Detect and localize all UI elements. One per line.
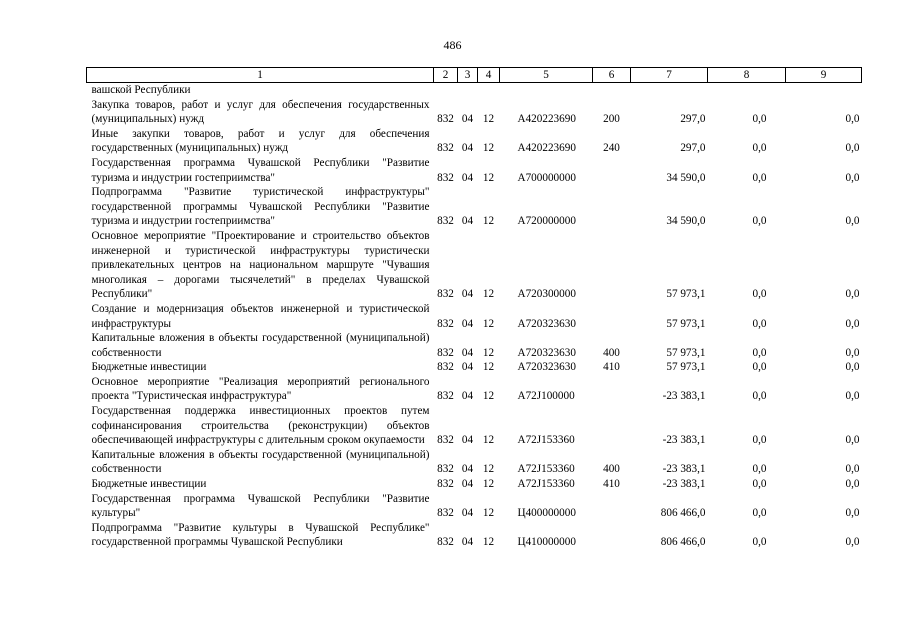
- row-target-article-code: A720300000: [517, 288, 576, 301]
- row-subsection-code: [478, 83, 500, 98]
- column-header: 5: [500, 68, 593, 83]
- row-expense-type-code: 410: [603, 361, 620, 374]
- column-header: 9: [786, 68, 862, 83]
- row-amount-col9: 0,0: [845, 346, 860, 359]
- row-amount: 57 973,1: [666, 288, 706, 301]
- row-amount-col8: 0,0: [752, 317, 767, 330]
- row-expense-type-code: [593, 185, 631, 229]
- row-amount-col8: 0,0: [752, 288, 767, 301]
- row-amount: 57 973,1: [666, 361, 706, 374]
- row-expense-type-code: [593, 156, 631, 185]
- row-subsection-code: 12: [482, 390, 495, 403]
- row-ministry-code: 832: [437, 113, 454, 126]
- row-amount: -23 383,1: [662, 434, 706, 447]
- table-row: [87, 302, 862, 331]
- row-section-code: 04: [461, 215, 474, 228]
- table-row: [87, 127, 862, 156]
- row-amount: [631, 83, 708, 98]
- row-amount-col9: 0,0: [845, 113, 860, 126]
- column-header: 4: [478, 68, 500, 83]
- row-name: Государственная программа Чувашской Республики "Развитие туризма и индустрии гостеприимства": [91, 156, 430, 184]
- row-amount-col9: 0,0: [845, 507, 860, 520]
- row-name: Бюджетные инвестиции: [91, 478, 207, 491]
- table-row: [87, 477, 862, 492]
- row-ministry-code: 832: [437, 463, 454, 476]
- row-amount: 297,0: [680, 113, 706, 126]
- table-row: [87, 229, 862, 302]
- row-section-code: 04: [461, 478, 474, 491]
- row-amount-col9: 0,0: [845, 390, 860, 403]
- row-name: Иные закупки товаров, работ и услуг для обеспечения государственных (муниципальных) нужд: [91, 127, 430, 155]
- row-ministry-code: 832: [437, 361, 454, 374]
- row-amount-col9: 0,0: [845, 142, 860, 155]
- row-target-article-code: A720000000: [517, 215, 576, 228]
- row-section-code: 04: [461, 317, 474, 330]
- row-target-article-code: [500, 83, 593, 98]
- row-amount: 806 466,0: [660, 507, 706, 520]
- row-section-code: 04: [461, 142, 474, 155]
- row-ministry-code: 832: [437, 215, 454, 228]
- row-name: Государственная программа Чувашской Республики "Развитие культуры": [91, 492, 430, 520]
- row-section-code: 04: [461, 346, 474, 359]
- table-row: [87, 492, 862, 521]
- table-row: [87, 404, 862, 448]
- row-section-code: 04: [461, 361, 474, 374]
- row-subsection-code: 12: [482, 463, 495, 476]
- row-amount: 297,0: [680, 142, 706, 155]
- row-ministry-code: 832: [437, 317, 454, 330]
- row-name: Подпрограмма "Развитие туристической инфраструктуры" государственной программы Чувашской Республики "Развитие туризма и индустрии гостеприимства": [91, 186, 430, 228]
- row-target-article-code: A72J153360: [517, 478, 575, 491]
- row-expense-type-code: 410: [603, 478, 620, 491]
- row-expense-type-code: 400: [603, 463, 620, 476]
- row-amount-col8: 0,0: [752, 434, 767, 447]
- row-amount-col8: [708, 83, 786, 98]
- row-expense-type-code: [593, 229, 631, 302]
- table-row: [87, 360, 862, 375]
- column-header: 1: [87, 68, 434, 83]
- row-amount: 34 590,0: [666, 171, 706, 184]
- row-subsection-code: 12: [482, 434, 495, 447]
- row-ministry-code: 832: [437, 478, 454, 491]
- row-ministry-code: 832: [437, 507, 454, 520]
- row-amount-col9: 0,0: [845, 463, 860, 476]
- row-amount-col9: 0,0: [845, 317, 860, 330]
- row-ministry-code: [434, 83, 458, 98]
- row-amount: 806 466,0: [660, 536, 706, 549]
- page-number: 486: [443, 38, 462, 52]
- budget-table: [86, 67, 862, 550]
- table-row: [87, 521, 862, 550]
- table-row: [87, 448, 862, 477]
- row-target-article-code: A700000000: [517, 171, 576, 184]
- row-amount-col9: 0,0: [845, 171, 860, 184]
- row-subsection-code: 12: [482, 142, 495, 155]
- row-amount-col8: 0,0: [752, 215, 767, 228]
- row-expense-type-code: 400: [603, 346, 620, 359]
- row-subsection-code: 12: [482, 346, 495, 359]
- row-amount-col8: 0,0: [752, 463, 767, 476]
- row-section-code: 04: [461, 288, 474, 301]
- row-subsection-code: 12: [482, 171, 495, 184]
- row-amount-col8: 0,0: [752, 478, 767, 491]
- row-target-article-code: A72J153360: [517, 434, 575, 447]
- row-amount: 57 973,1: [666, 346, 706, 359]
- row-subsection-code: 12: [482, 507, 495, 520]
- row-subsection-code: 12: [482, 478, 495, 491]
- row-section-code: [458, 83, 478, 98]
- table-body: [87, 83, 862, 551]
- row-name: Основное мероприятие "Реализация мероприятий регионального проекта "Туристическая инфраструктура": [91, 375, 430, 403]
- row-expense-type-code: [593, 521, 631, 550]
- column-header: 2: [434, 68, 458, 83]
- row-name: Бюджетные инвестиции: [91, 361, 207, 374]
- row-amount: 34 590,0: [666, 215, 706, 228]
- row-amount-col9: 0,0: [845, 434, 860, 447]
- row-ministry-code: 832: [437, 142, 454, 155]
- row-amount-col9: 0,0: [845, 288, 860, 301]
- row-amount-col8: 0,0: [752, 361, 767, 374]
- row-section-code: 04: [461, 507, 474, 520]
- row-section-code: 04: [461, 434, 474, 447]
- row-target-article-code: A720323630: [517, 361, 576, 374]
- row-expense-type-code: 200: [603, 113, 620, 126]
- row-name: Закупка товаров, работ и услуг для обеспечения государственных (муниципальных) нужд: [91, 98, 430, 126]
- row-subsection-code: 12: [482, 317, 495, 330]
- row-target-article-code: A420223690: [517, 113, 576, 126]
- table-row: [87, 98, 862, 127]
- row-expense-type-code: [593, 83, 631, 98]
- row-target-article-code: A720323630: [517, 346, 576, 359]
- table-row: [87, 331, 862, 360]
- row-amount-col9: 0,0: [845, 215, 860, 228]
- column-header: 3: [458, 68, 478, 83]
- row-subsection-code: 12: [482, 113, 495, 126]
- row-expense-type-code: [593, 375, 631, 404]
- row-amount: 57 973,1: [666, 317, 706, 330]
- row-target-article-code: Ц400000000: [517, 507, 576, 520]
- row-subsection-code: 12: [482, 215, 495, 228]
- row-target-article-code: Ц410000000: [517, 536, 576, 549]
- row-amount-col8: 0,0: [752, 142, 767, 155]
- row-expense-type-code: [593, 404, 631, 448]
- table-row: [87, 83, 862, 98]
- row-name: Основное мероприятие "Проектирование и строительство объектов инженерной и туристической инфраструктуры туристически привлекательных центров на национальном маршруте "Чувашия многоликая – дорогами тысячелетий" в пределах Чувашской Республики": [91, 229, 430, 301]
- row-name: вашской Республики: [91, 84, 191, 96]
- row-amount: -23 383,1: [662, 390, 706, 403]
- row-section-code: 04: [461, 463, 474, 476]
- row-amount-col8: 0,0: [752, 390, 767, 403]
- column-header: 8: [708, 68, 786, 83]
- row-amount-col8: 0,0: [752, 507, 767, 520]
- row-amount-col9: [786, 83, 862, 98]
- row-target-article-code: A720323630: [517, 317, 576, 330]
- row-name: Капитальные вложения в объекты государственной (муниципальной) собственности: [91, 448, 430, 476]
- table-header: [87, 68, 862, 83]
- row-ministry-code: 832: [437, 390, 454, 403]
- row-expense-type-code: [593, 492, 631, 521]
- row-amount-col8: 0,0: [752, 171, 767, 184]
- row-target-article-code: A420223690: [517, 142, 576, 155]
- header-row: [87, 68, 862, 83]
- row-ministry-code: 832: [437, 288, 454, 301]
- row-name: Капитальные вложения в объекты государственной (муниципальной) собственности: [91, 332, 430, 359]
- row-section-code: 04: [461, 536, 474, 549]
- row-ministry-code: 832: [437, 434, 454, 447]
- row-expense-type-code: 240: [603, 142, 620, 155]
- row-amount: -23 383,1: [662, 478, 706, 491]
- row-subsection-code: 12: [482, 536, 495, 549]
- row-subsection-code: 12: [482, 361, 495, 374]
- row-amount: -23 383,1: [662, 463, 706, 476]
- table-row: [87, 375, 862, 404]
- row-ministry-code: 832: [437, 171, 454, 184]
- row-name: Создание и модернизация объектов инженерной и туристической инфраструктуры: [91, 302, 430, 330]
- row-amount-col9: 0,0: [845, 478, 860, 491]
- row-name: Государственная поддержка инвестиционных проектов путем софинансирования строительства (реконструкции) объектов обеспечивающей инфраструктуры с длительным сроком окупаемости: [91, 405, 430, 447]
- row-ministry-code: 832: [437, 346, 454, 359]
- row-amount-col8: 0,0: [752, 536, 767, 549]
- row-amount-col8: 0,0: [752, 346, 767, 359]
- row-amount-col8: 0,0: [752, 113, 767, 126]
- row-name: Подпрограмма "Развитие культуры в Чувашской Республике" государственной программы Чувашской Республики: [91, 521, 430, 549]
- row-subsection-code: 12: [482, 288, 495, 301]
- row-amount-col9: 0,0: [845, 361, 860, 374]
- column-header: 7: [631, 68, 708, 83]
- row-section-code: 04: [461, 113, 474, 126]
- table-row: [87, 156, 862, 185]
- table-row: [87, 185, 862, 229]
- row-target-article-code: A72J153360: [517, 463, 575, 476]
- row-ministry-code: 832: [437, 536, 454, 549]
- row-expense-type-code: [593, 302, 631, 331]
- column-header: 6: [593, 68, 631, 83]
- row-target-article-code: A72J100000: [517, 390, 575, 403]
- row-section-code: 04: [461, 390, 474, 403]
- row-amount-col9: 0,0: [845, 536, 860, 549]
- row-section-code: 04: [461, 171, 474, 184]
